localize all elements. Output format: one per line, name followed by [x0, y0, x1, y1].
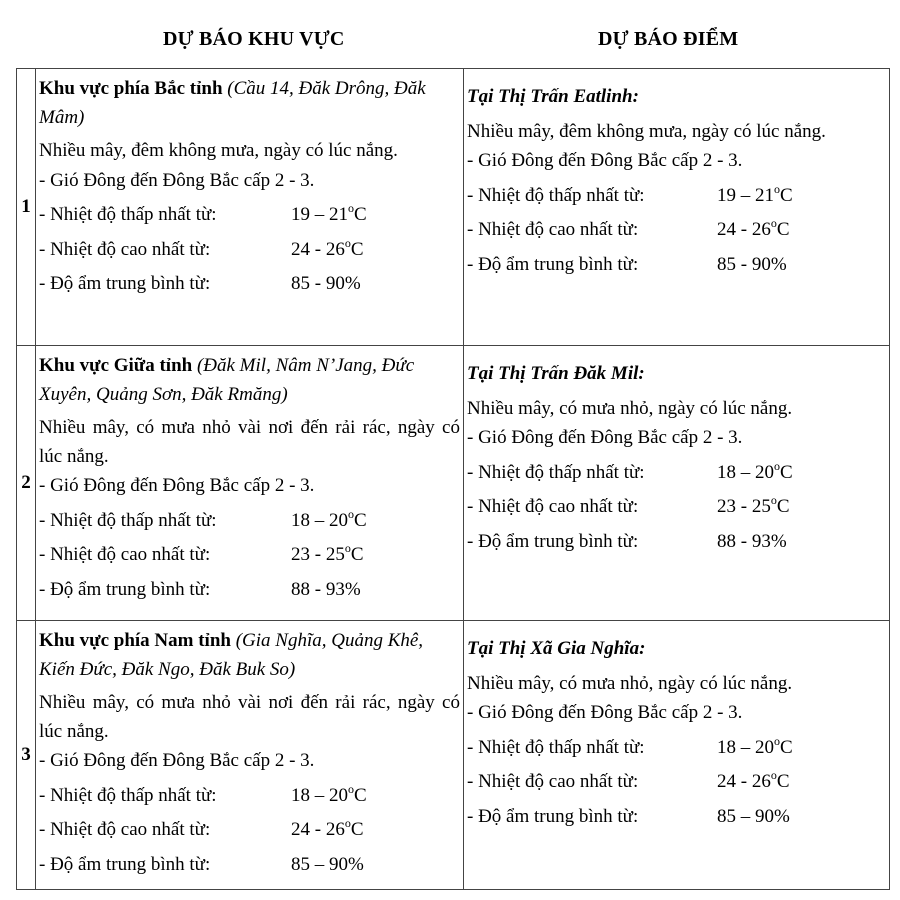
- celsius-unit: C: [780, 184, 793, 206]
- max-temp-value: 24 - 26: [291, 238, 345, 260]
- region-title: [39, 627, 460, 684]
- region-description: Nhiều mây, có mưa nhỏ vài nơi đến rải rác, ngày có lúc nắng.: [39, 417, 460, 467]
- region-humidity: [39, 575, 460, 606]
- point-wind: - Gió Đông đến Đông Bắc cấp 2 - 3.: [467, 702, 743, 723]
- humidity-value: 85 - 90%: [291, 273, 361, 294]
- region-description: Nhiều mây, có mưa nhỏ vài nơi đến rải rác, ngày có lúc nắng.: [39, 692, 460, 742]
- region-min-temp: [39, 781, 460, 812]
- max-temp-label: - Nhiệt độ cao nhất từ:: [39, 819, 211, 840]
- degree-sign: o: [348, 506, 354, 521]
- region-title: [39, 352, 460, 409]
- min-temp-label: - Nhiệt độ thấp nhất từ:: [39, 784, 217, 806]
- celsius-unit: C: [354, 784, 367, 806]
- humidity-label: - Độ ẩm trung bình từ:: [39, 273, 211, 294]
- region-max-temp: [39, 815, 460, 846]
- degree-sign: o: [770, 216, 777, 230]
- celsius-unit: C: [776, 219, 790, 240]
- min-temp-value: 19 – 21: [717, 184, 774, 206]
- celsius-unit: C: [350, 238, 364, 260]
- region-forecast-cell: [36, 346, 464, 621]
- region-min-temp: [39, 200, 460, 231]
- degree-sign: o: [344, 235, 351, 250]
- point-forecast-cell: [464, 621, 890, 890]
- max-temp-value: 23 - 25: [291, 544, 345, 565]
- min-temp-label: - Nhiệt độ thấp nhất từ:: [467, 736, 645, 758]
- point-forecast-cell: [464, 69, 890, 346]
- min-temp-value: 19 – 21: [291, 204, 348, 225]
- degree-sign: o: [774, 458, 780, 473]
- humidity-label: - Độ ẩm trung bình từ:: [467, 530, 639, 552]
- region-places: (Cầu 14, Đăk Drông, Đăk Mâm): [39, 78, 426, 128]
- min-temp-value: 18 – 20: [291, 784, 348, 806]
- max-temp-value: 24 - 26: [717, 219, 771, 240]
- region-wind: - Gió Đông đến Đông Bắc cấp 2 - 3.: [39, 169, 315, 191]
- min-temp-label: - Nhiệt độ thấp nhất từ:: [467, 461, 645, 483]
- degree-sign: o: [348, 781, 354, 796]
- degree-sign: o: [770, 768, 777, 782]
- table-row: [17, 346, 890, 621]
- forecast-table: [16, 68, 890, 890]
- point-wind: - Gió Đông đến Đông Bắc cấp 2 - 3.: [467, 427, 743, 448]
- min-temp-value: 18 – 20: [291, 509, 348, 531]
- point-max-temp: [467, 215, 886, 246]
- min-temp-value: 18 – 20: [717, 461, 774, 483]
- region-wind: - Gió Đông đến Đông Bắc cấp 2 - 3.: [39, 475, 315, 496]
- point-title: Tại Thị Xã Gia Nghĩa:: [467, 638, 646, 659]
- celsius-unit: C: [354, 509, 367, 531]
- humidity-value: 88 - 93%: [717, 530, 787, 552]
- point-title: Tại Thị Trấn Đăk Mil:: [467, 363, 645, 384]
- point-max-temp: [467, 492, 886, 523]
- point-min-temp: [467, 733, 886, 764]
- degree-sign: o: [344, 816, 351, 830]
- celsius-unit: C: [350, 819, 364, 840]
- region-min-temp: [39, 506, 460, 537]
- degree-sign: o: [348, 201, 354, 215]
- region-wind: - Gió Đông đến Đông Bắc cấp 2 - 3.: [39, 750, 315, 771]
- degree-sign: o: [770, 493, 777, 507]
- min-temp-label: - Nhiệt độ thấp nhất từ:: [467, 184, 645, 206]
- max-temp-label: - Nhiệt độ cao nhất từ:: [39, 238, 211, 260]
- region-humidity: [39, 269, 460, 300]
- row-number: 3: [17, 621, 36, 890]
- degree-sign: o: [774, 733, 780, 748]
- humidity-label: - Độ ẩm trung bình từ:: [39, 578, 211, 600]
- point-forecast-header: DỰ BÁO ĐIỂM: [598, 28, 739, 50]
- max-temp-label: - Nhiệt độ cao nhất từ:: [467, 219, 639, 240]
- celsius-unit: C: [354, 204, 367, 225]
- table-row: [17, 621, 890, 890]
- point-forecast-cell: [464, 346, 890, 621]
- region-title: [39, 75, 460, 132]
- max-temp-label: - Nhiệt độ cao nhất từ:: [467, 496, 639, 517]
- max-temp-label: - Nhiệt độ cao nhất từ:: [39, 544, 211, 565]
- region-name: Khu vực phía Bắc tỉnh: [39, 78, 223, 99]
- min-temp-label: - Nhiệt độ thấp nhất từ:: [39, 204, 217, 225]
- point-title: Tại Thị Trấn Eatlinh:: [467, 86, 639, 107]
- humidity-value: 88 - 93%: [291, 578, 361, 600]
- region-max-temp: [39, 540, 460, 571]
- region-forecast-cell: [36, 621, 464, 890]
- point-wind: - Gió Đông đến Đông Bắc cấp 2 - 3.: [467, 150, 743, 171]
- celsius-unit: C: [776, 496, 790, 517]
- max-temp-label: - Nhiệt độ cao nhất từ:: [467, 771, 639, 792]
- point-humidity: [467, 802, 886, 833]
- region-name: Khu vực phía Nam tỉnh: [39, 630, 231, 651]
- min-temp-value: 18 – 20: [717, 736, 774, 758]
- max-temp-value: 23 - 25: [717, 496, 771, 517]
- max-temp-value: 24 - 26: [291, 819, 345, 840]
- point-max-temp: [467, 767, 886, 798]
- region-places: (Đăk Mil, Nâm N’Jang, Đức Xuyên, Quảng Sơn, Đăk Rmăng): [39, 355, 415, 405]
- region-humidity: [39, 850, 460, 881]
- humidity-label: - Độ ẩm trung bình từ:: [467, 253, 639, 275]
- humidity-label: - Độ ẩm trung bình từ:: [467, 805, 639, 827]
- region-forecast-header: DỰ BÁO KHU VỰC: [163, 28, 345, 50]
- max-temp-value: 24 - 26: [717, 771, 771, 792]
- humidity-value: 85 - 90%: [717, 253, 787, 275]
- celsius-unit: C: [780, 736, 793, 758]
- min-temp-label: - Nhiệt độ thấp nhất từ:: [39, 509, 217, 531]
- humidity-label: - Độ ẩm trung bình từ:: [39, 853, 211, 875]
- row-number: 2: [17, 346, 36, 621]
- celsius-unit: C: [350, 544, 364, 565]
- table-row: [17, 69, 890, 346]
- region-description: Nhiều mây, đêm không mưa, ngày có lúc nắng.: [39, 140, 398, 161]
- region-places: (Gia Nghĩa, Quảng Khê, Kiến Đức, Đăk Ngo, Đăk Buk So): [39, 630, 424, 680]
- point-min-temp: [467, 458, 886, 489]
- point-humidity: [467, 250, 886, 281]
- point-humidity: [467, 527, 886, 558]
- point-description: Nhiều mây, có mưa nhỏ, ngày có lúc nắng.: [467, 672, 793, 694]
- humidity-value: 85 – 90%: [717, 805, 790, 827]
- region-forecast-cell: [36, 69, 464, 346]
- row-number: 1: [17, 69, 36, 346]
- point-description: Nhiều mây, đêm không mưa, ngày có lúc nắng.: [467, 120, 826, 142]
- region-name: Khu vực Giữa tỉnh: [39, 355, 193, 376]
- celsius-unit: C: [776, 771, 790, 792]
- humidity-value: 85 – 90%: [291, 853, 364, 875]
- degree-sign: o: [774, 181, 780, 196]
- degree-sign: o: [344, 541, 351, 555]
- point-min-temp: [467, 181, 886, 212]
- point-description: Nhiều mây, có mưa nhỏ, ngày có lúc nắng.: [467, 397, 793, 419]
- celsius-unit: C: [780, 461, 793, 483]
- region-max-temp: [39, 235, 460, 266]
